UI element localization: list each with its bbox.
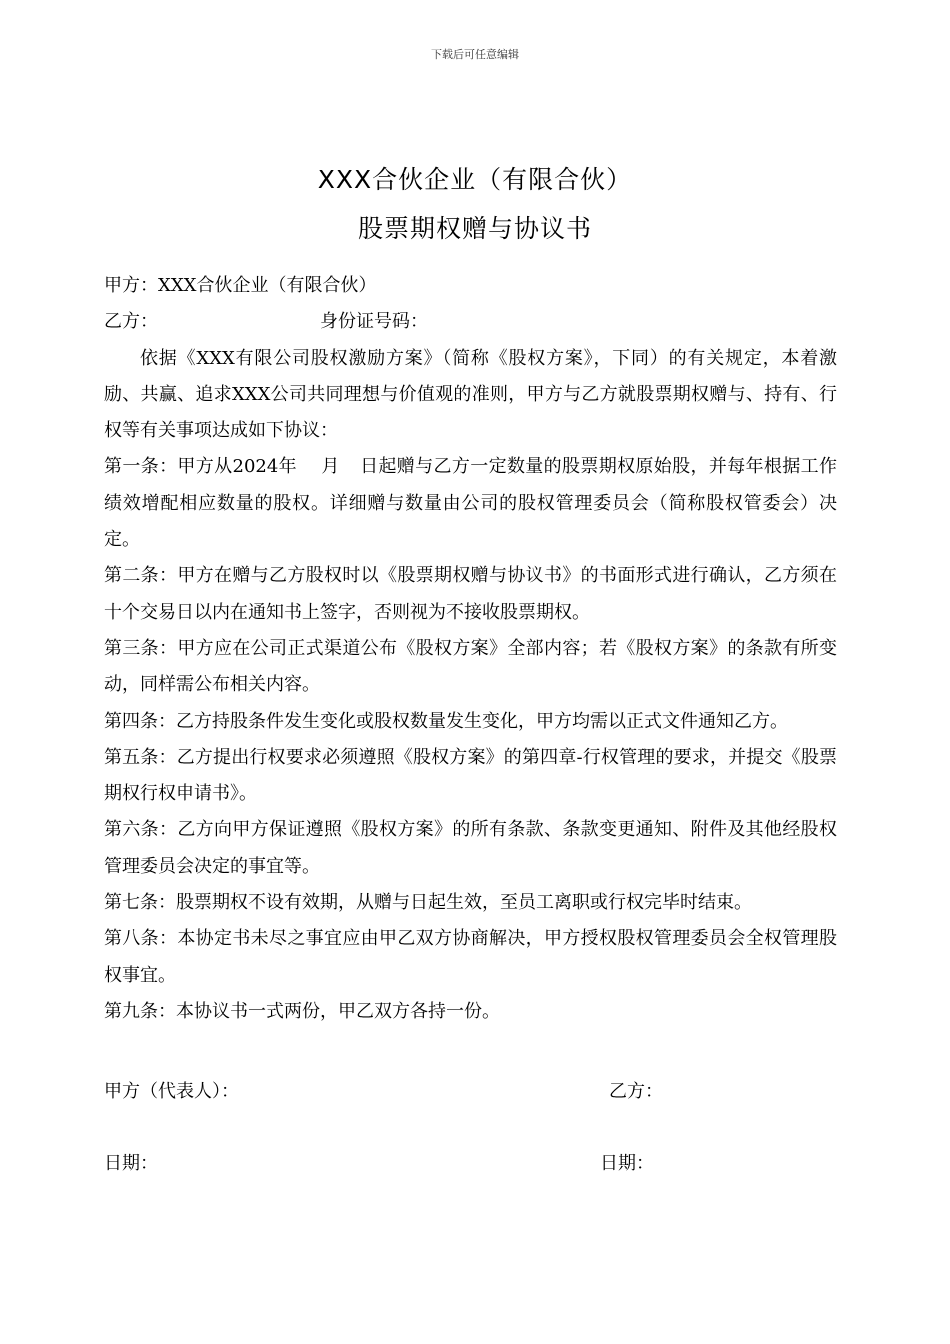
article-8: 第八条：本协定书未尽之事宜应由甲乙双方协商解决，甲方授权股权管理委员会全权管理股权事宜。 (104, 928, 837, 986)
article-7: 第七条：股票期权不设有效期，从赠与日起生效，至员工离职或行权完毕时结束。 (104, 892, 752, 914)
party-b-date-label: 日期： (600, 1153, 654, 1174)
party-a-line: 甲方：XXX合伙企业（有限合伙） (104, 275, 377, 296)
preamble-paragraph: 依据《XXX有限公司股权激励方案》（简称《股权方案》，下同）的有关规定，本着激励、共赢、追求XXX公司共同理想与价值观的准则，甲方与乙方就股票期权赠与、持有、行权等有关事项达成如下协议： (104, 347, 837, 442)
article-1-part1: 第一条：甲方从2024年 (104, 456, 298, 478)
header-note: 下载后可任意编辑 (431, 48, 519, 61)
article-2: 第二条：甲方在赠与乙方股权时以《股票期权赠与协议书》的书面形式进行确认，乙方须在十个交易日以内在通知书上签字，否则视为不接收股票期权。 (104, 565, 837, 623)
article-1 (104, 449, 837, 558)
document-title-line1: XXX合伙企业（有限合伙） (317, 165, 633, 194)
party-a-date-label: 日期： (104, 1153, 158, 1174)
article-1-part3: 日起赠与乙方一定数量的股票期权原始股，并每年根据工作绩效增配相应数量的股权。详细赠与数量由公司的股权管理委员会（简称股权管委会）决定。 (104, 456, 837, 551)
article-4: 第四条：乙方持股条件发生变化或股权数量发生变化，甲方均需以正式文件通知乙方。 (104, 710, 788, 732)
agreement-body (104, 268, 837, 1030)
party-b-signature-label: 乙方： (609, 1081, 663, 1102)
party-b-label: 乙方： (104, 311, 158, 333)
article-9: 第九条：本协议书一式两份，甲乙双方各持一份。 (104, 1000, 500, 1022)
id-number-label: 身份证号码： (320, 311, 428, 333)
article-5: 第五条：乙方提出行权要求必须遵照《股权方案》的第四章-行权管理的要求，并提交《股票期权行权申请书》。 (104, 746, 837, 805)
article-3: 第三条：甲方应在公司正式渠道公布《股权方案》全部内容；若《股权方案》的条款有所变动，同样需公布相关内容。 (104, 637, 837, 696)
party-a-representative-label: 甲方（代表人）： (104, 1081, 239, 1102)
party-b-line (104, 304, 837, 340)
article-6: 第六条：乙方向甲方保证遵照《股权方案》的所有条款、条款变更通知、附件及其他经股权管理委员会决定的事宜等。 (104, 819, 837, 877)
document-title-line2: 股票期权赠与协议书 (357, 214, 592, 243)
article-1-part2: 月 (321, 456, 340, 478)
